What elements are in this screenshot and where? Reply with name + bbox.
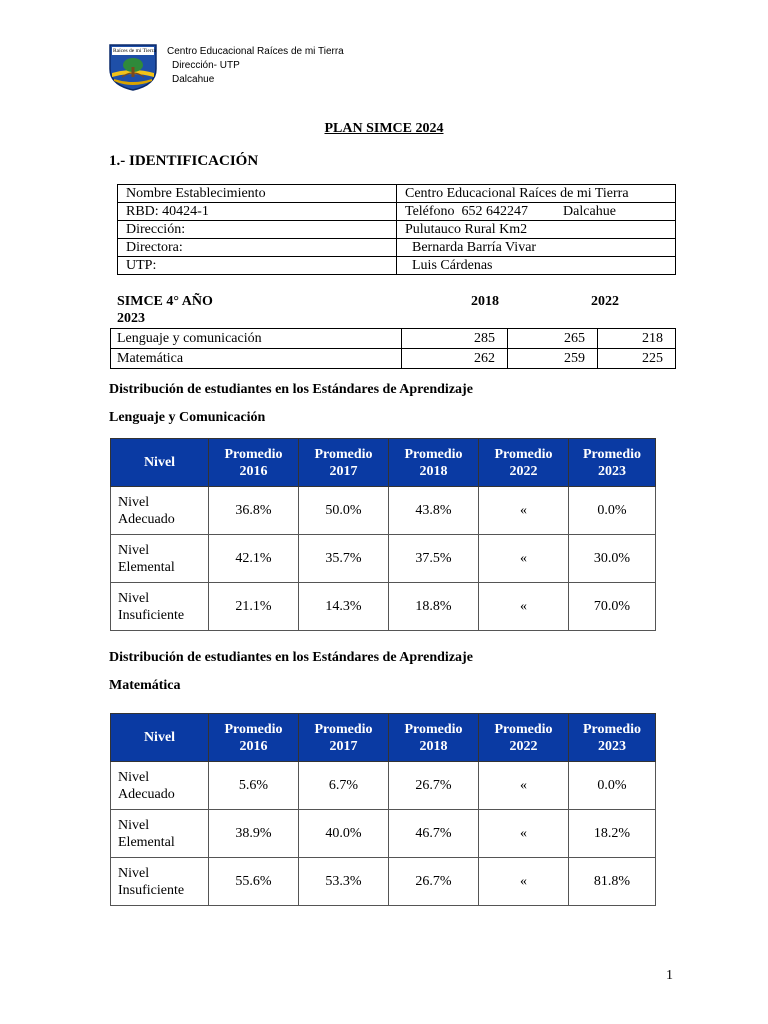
simce-value: 285 [402, 329, 508, 349]
cell-value: 55.6% [209, 858, 299, 906]
id-label: RBD: 40424-1 [118, 203, 397, 221]
col-header: Promedio 2022 [479, 714, 569, 762]
dist-heading-lenguaje: Distribución de estudiantes en los Estándares de Aprendizaje [109, 382, 473, 397]
simce-subject: Lenguaje y comunicación [111, 329, 402, 349]
id-label: UTP: [118, 257, 397, 275]
col-header: Promedio 2016 [209, 439, 299, 487]
simce-label: SIMCE 4° AÑO [117, 294, 213, 309]
cell-value: « [479, 487, 569, 535]
col-header: Promedio 2017 [299, 714, 389, 762]
cell-value: 14.3% [299, 583, 389, 631]
id-label: Directora: [118, 239, 397, 257]
table-row [111, 858, 656, 906]
table-header-row [111, 439, 656, 487]
table-row [111, 762, 656, 810]
cell-value: « [479, 810, 569, 858]
cell-value: 18.8% [389, 583, 479, 631]
table-row [111, 810, 656, 858]
level-label: Nivel Insuficiente [111, 583, 209, 631]
id-value: Luis Cárdenas [397, 257, 676, 275]
cell-value: 38.9% [209, 810, 299, 858]
table-row [111, 349, 676, 369]
simce-year-2023: 2023 [117, 311, 145, 326]
lenguaje-table [110, 438, 656, 631]
school-logo [108, 43, 158, 91]
page-number: 1 [666, 968, 673, 983]
table-row [118, 203, 676, 221]
header-line-2: Dirección- UTP [172, 60, 240, 71]
id-value: Teléfono 652 642247 Dalcahue [397, 203, 676, 221]
cell-value: 36.8% [209, 487, 299, 535]
id-label: Nombre Establecimiento [118, 185, 397, 203]
cell-value: 42.1% [209, 535, 299, 583]
simce-year-2022: 2022 [591, 294, 619, 309]
subject-matematica: Matemática [109, 678, 181, 693]
level-label: Nivel Elemental [111, 535, 209, 583]
table-row [111, 535, 656, 583]
page-title: PLAN SIMCE 2024 [324, 121, 444, 136]
cell-value: 37.5% [389, 535, 479, 583]
cell-value: « [479, 535, 569, 583]
id-value: Bernarda Barría Vivar [397, 239, 676, 257]
cell-value: 26.7% [389, 858, 479, 906]
cell-value: 50.0% [299, 487, 389, 535]
cell-value: 40.0% [299, 810, 389, 858]
col-header: Promedio 2022 [479, 439, 569, 487]
cell-value: 43.8% [389, 487, 479, 535]
cell-value: « [479, 762, 569, 810]
header-line-3: Dalcahue [172, 74, 215, 85]
table-row [118, 185, 676, 203]
id-value: Centro Educacional Raíces de mi Tierra [397, 185, 676, 203]
cell-value: « [479, 583, 569, 631]
table-header-row [111, 714, 656, 762]
col-header: Promedio 2017 [299, 439, 389, 487]
dist-heading-matematica: Distribución de estudiantes en los Estándares de Aprendizaje [109, 650, 473, 665]
cell-value: 0.0% [569, 762, 656, 810]
col-header: Promedio 2016 [209, 714, 299, 762]
logo-text: Raíces de mi Tierra [113, 47, 156, 54]
simce-value: 262 [402, 349, 508, 369]
table-row [111, 583, 656, 631]
cell-value: 81.8% [569, 858, 656, 906]
cell-value: 6.7% [299, 762, 389, 810]
col-header: Promedio 2023 [569, 714, 656, 762]
cell-value: 5.6% [209, 762, 299, 810]
col-header: Promedio 2018 [389, 439, 479, 487]
header-line-1: Centro Educacional Raíces de mi Tierra [167, 46, 344, 57]
table-row [111, 487, 656, 535]
cell-value: « [479, 858, 569, 906]
level-label: Nivel Adecuado [111, 762, 209, 810]
id-value: Pulutauco Rural Km2 [397, 221, 676, 239]
cell-value: 21.1% [209, 583, 299, 631]
table-row [118, 239, 676, 257]
level-label: Nivel Adecuado [111, 487, 209, 535]
cell-value: 0.0% [569, 487, 656, 535]
col-nivel: Nivel [111, 439, 209, 487]
col-header: Promedio 2023 [569, 439, 656, 487]
col-header: Promedio 2018 [389, 714, 479, 762]
simce-value: 218 [598, 329, 676, 349]
simce-table [110, 328, 676, 369]
cell-value: 26.7% [389, 762, 479, 810]
level-label: Nivel Elemental [111, 810, 209, 858]
cell-value: 18.2% [569, 810, 656, 858]
cell-value: 70.0% [569, 583, 656, 631]
table-row [118, 221, 676, 239]
simce-subject: Matemática [111, 349, 402, 369]
simce-value: 259 [508, 349, 598, 369]
cell-value: 53.3% [299, 858, 389, 906]
simce-value: 265 [508, 329, 598, 349]
table-row [118, 257, 676, 275]
table-row [111, 329, 676, 349]
cell-value: 30.0% [569, 535, 656, 583]
simce-year-2018: 2018 [471, 294, 499, 309]
identification-table [117, 184, 676, 275]
simce-value: 225 [598, 349, 676, 369]
section-identificacion: 1.- IDENTIFICACIÓN [109, 153, 259, 169]
level-label: Nivel Insuficiente [111, 858, 209, 906]
cell-value: 35.7% [299, 535, 389, 583]
subject-lenguaje: Lenguaje y Comunicación [109, 410, 266, 425]
col-nivel: Nivel [111, 714, 209, 762]
matematica-table [110, 713, 656, 906]
id-label: Dirección: [118, 221, 397, 239]
cell-value: 46.7% [389, 810, 479, 858]
